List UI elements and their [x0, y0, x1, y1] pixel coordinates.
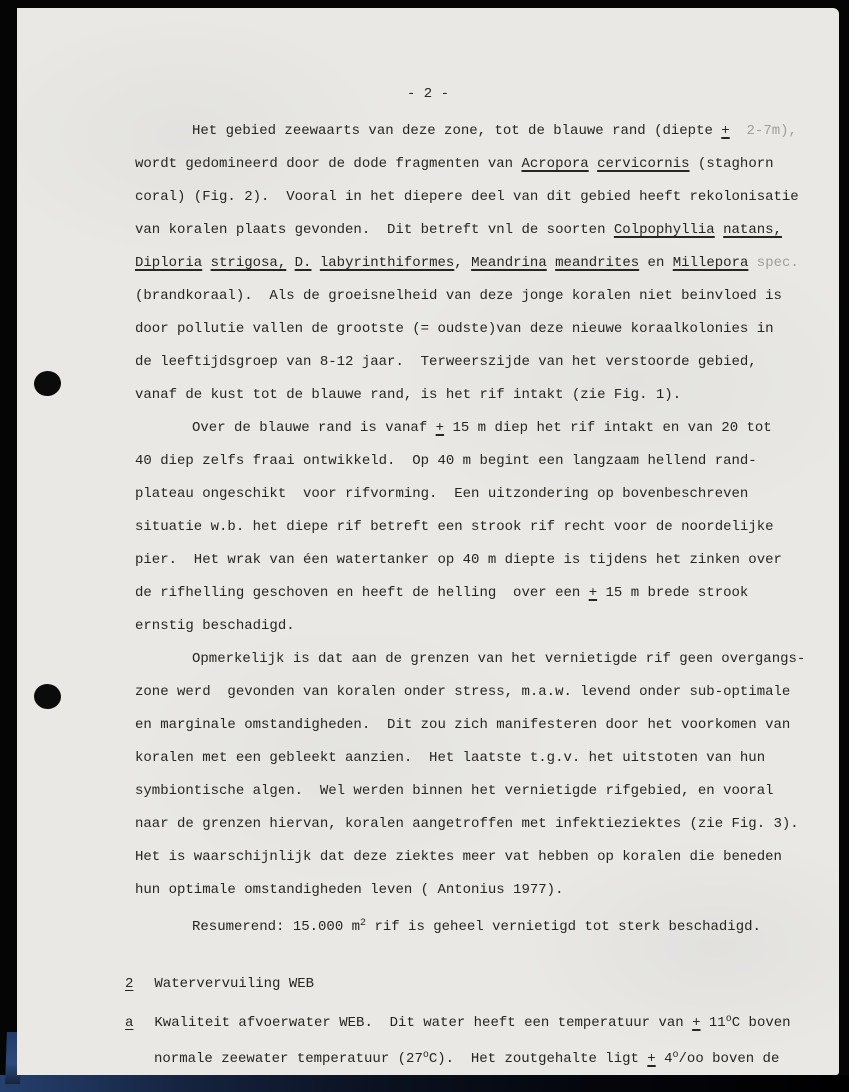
text-segment: Resumerend: 15.000 m [192, 919, 361, 935]
text-segment: Over de blauwe rand is vanaf [192, 420, 436, 436]
text-segment: Het is waarschijnlijk dat deze ziektes meer vat hebben op koralen die beneden [135, 849, 782, 865]
text-segment: meandrites [555, 255, 640, 271]
paper-sheet [17, 8, 839, 1075]
text-line [135, 874, 835, 907]
text-segment [286, 255, 294, 271]
text-line [135, 544, 835, 577]
text-segment: coral) (Fig. 2). Vooral in het diepere deel van dit gebied heeft rekolonisatie [135, 189, 799, 205]
text-segment [547, 255, 555, 271]
text-segment: hun optimale omstandigheden leven ( Antonius 1977). [135, 882, 564, 898]
text-line [135, 115, 835, 148]
text-segment: situatie w.b. het diepe rif betreft een strook rif recht voor de noordelijke [135, 519, 774, 535]
text-segment: Opmerkelijk is dat aan de grenzen van het vernietigde rif geen overgangs- [192, 651, 806, 667]
text-segment: Millepora [672, 255, 749, 271]
text-line [135, 148, 835, 181]
text-segment: en [639, 255, 673, 271]
text-segment: pier. Het wrak van éen watertanker op 40 m diepte is tijdens het zinken over [135, 552, 782, 568]
text-segment: Acropora [521, 156, 589, 172]
text-segment: C). Het zoutgehalte ligt [428, 1051, 648, 1067]
text-segment: normale zeewater temperatuur (27 [154, 1051, 423, 1067]
text-segment: o [725, 1014, 732, 1025]
text-line [135, 775, 835, 808]
section-marker: a [125, 1015, 134, 1031]
text-segment: (brandkoraal). Als de groeisnelheid van deze jonge koralen niet beinvloed is [135, 288, 782, 304]
text-segment [715, 222, 723, 238]
text-line [135, 907, 835, 940]
text-segment: /oo boven de [678, 1051, 780, 1067]
text-segment: + [721, 123, 730, 139]
text-segment: + [435, 420, 445, 436]
text-segment: symbiontische algen. Wel werden binnen het vernietigde rifgebied, en vooral [135, 783, 774, 799]
text-line [135, 214, 835, 247]
text-segment: koralen met een gebleekt aanzien. Het laatste t.g.v. het uitstoten van hun [135, 750, 766, 766]
text-segment: 11 [700, 1015, 726, 1031]
section-heading-line [125, 1002, 835, 1038]
text-segment: door pollutie vallen de grootste (= oudste)van deze nieuwe koraalkolonies in [135, 321, 774, 337]
text-segment: 2-7m), [746, 123, 797, 139]
text-line [135, 676, 835, 709]
text-line [135, 742, 835, 775]
text-segment: ernstig beschadigd. [135, 618, 295, 634]
text-segment: de rifhelling geschoven en heeft de helling over een [135, 585, 589, 601]
text-line [154, 1038, 835, 1074]
text-segment: (staghorn [689, 156, 774, 172]
text-line [135, 379, 835, 412]
text-segment: 4 [655, 1051, 673, 1067]
document-body [125, 115, 835, 1074]
text-segment: Colpophyllia [613, 222, 715, 238]
text-segment: Diploria [135, 255, 203, 271]
text-segment: Watervervuiling WEB [154, 976, 315, 992]
text-line [135, 412, 835, 445]
text-segment: van koralen plaats gevonden. Dit betreft vnl de soorten [135, 222, 614, 238]
text-segment [748, 255, 756, 271]
text-line [135, 511, 835, 544]
bottom-edge-strip [0, 1075, 849, 1092]
text-line [135, 610, 835, 643]
text-line [135, 445, 835, 478]
text-line [135, 841, 835, 874]
text-segment [202, 255, 210, 271]
text-segment: de leeftijdsgroep van 8-12 jaar. Terweerszijde van het verstoorde gebied, [135, 354, 757, 370]
text-segment: labyrinthiformes [319, 255, 455, 271]
text-segment: C boven [731, 1015, 791, 1031]
text-segment: D. [294, 255, 312, 271]
section-heading-line [125, 966, 835, 1002]
text-segment: spec. [756, 255, 799, 271]
text-segment: Kwaliteit afvoerwater WEB. Dit water heeft een temperatuur van [154, 1015, 693, 1031]
text-segment: wordt gedomineerd door de dode fragmenten van [135, 156, 522, 172]
text-segment: 2 [360, 918, 367, 929]
text-segment: Het gebied zeewaarts van deze zone, tot de blauwe rand (diepte [192, 123, 722, 139]
text-line [135, 181, 835, 214]
text-line [135, 313, 835, 346]
text-line [135, 478, 835, 511]
text-segment: 15 m brede strook [597, 585, 749, 601]
text-segment: rif is geheel vernietigd tot sterk beschadigd. [366, 919, 761, 935]
text-segment: natans, [723, 222, 782, 238]
text-line [135, 577, 835, 610]
text-segment [730, 123, 747, 139]
text-line [135, 709, 835, 742]
text-line [135, 247, 835, 280]
text-segment: 40 diep zelfs fraai ontwikkeld. Op 40 m begint een langzaam hellend rand- [135, 453, 757, 469]
text-segment: strigosa, [210, 255, 287, 271]
text-segment: + [588, 585, 598, 601]
text-segment: o [422, 1050, 429, 1061]
text-segment: + [692, 1015, 701, 1031]
section-marker: 2 [125, 976, 134, 992]
page-number: - 2 - [406, 86, 449, 102]
section-gap [135, 940, 835, 966]
text-segment: 15 m diep het rif intakt en van 20 tot [444, 420, 772, 436]
text-line [135, 808, 835, 841]
text-segment: cervicornis [597, 156, 690, 172]
text-segment: vanaf de kust tot de blauwe rand, is het rif intakt (zie Fig. 1). [135, 387, 682, 403]
text-segment: zone werd gevonden van koralen onder stress, m.a.w. levend onder sub-optimale [135, 684, 791, 700]
text-line [135, 643, 835, 676]
text-segment [311, 255, 319, 271]
text-segment: plateau ongeschikt voor rifvorming. Een uitzondering op bovenbeschreven [135, 486, 749, 502]
text-segment: en marginale omstandigheden. Dit zou zich manifesteren door het voorkomen van [135, 717, 791, 733]
text-line [135, 280, 835, 313]
text-segment: Meandrina [471, 255, 547, 271]
text-segment: + [647, 1051, 656, 1067]
text-segment: , [454, 255, 472, 271]
text-segment: o [672, 1050, 679, 1061]
text-segment: naar de grenzen hiervan, koralen aangetroffen met infektieziektes (zie Fig. 3). [135, 816, 799, 832]
text-segment [589, 156, 597, 172]
text-line [135, 346, 835, 379]
